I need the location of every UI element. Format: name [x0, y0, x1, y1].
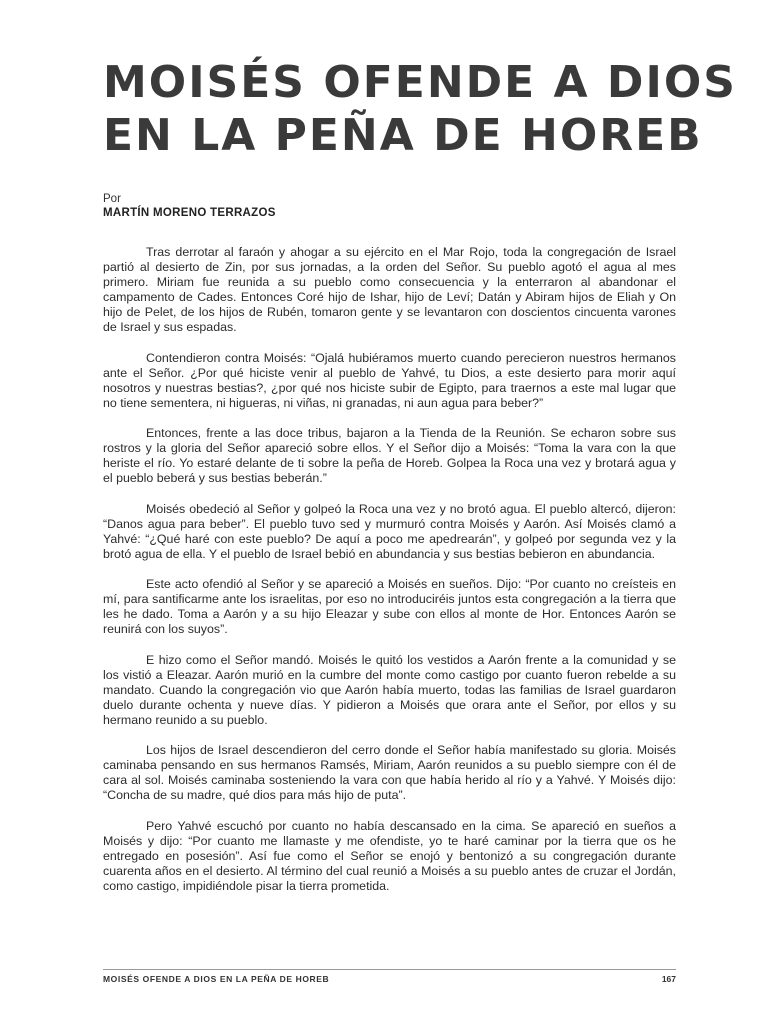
article-title-line-2: EN LA PEÑA DE HOREB — [103, 110, 703, 161]
byline — [103, 192, 276, 220]
page-number: 167 — [661, 974, 676, 984]
paragraph-1: Tras derrotar al faraón y ahogar a su ejército en el Mar Rojo, toda la congregación de Israel partió al desierto de Zin, por sus jornadas, a la orden del Señor. Su pueblo agotó el agua al mes primero. Miriam fue reunida a su pueblo como consecuencia y la enterraron al abandonar el campamento de Cades. Entonces Coré hijo de Ishar, hijo de Leví; Datán y Abiram hijos de Eliah y On hijo de Pelet, de los hijos de Rubén, tomaron gente y se levantaron con doscientos cincuenta varones de Israel y sus espadas. — [103, 245, 676, 334]
paragraph-7: Los hijos de Israel descendieron del cerro donde el Señor había manifestado su gloria. Moisés caminaba pensando en sus hermanos Ramsés, Miriam, Aarón reunidos a su pueblo siempre con él de cara al sol. Moisés caminaba sosteniendo la vara con que había herido al río y a Yahvé. Y Moisés dijo: “Concha de su madre, qué dios para más hijo de puta”. — [103, 743, 676, 802]
paragraph-4: Moisés obedeció al Señor y golpeó la Roca una vez y no brotó agua. El pueblo altercó, dijeron: “Danos agua para beber”. El pueblo tuvo sed y murmuró contra Moisés y Aarón. Así Moisés clamó a Yahvé: “¿Qué haré con este pueblo? De aquí a poco me apedrearán”, y golpeó por segunda vez y la brotó agua de ella. Y el pueblo de Israel bebió en abundancia y sus bestias bebieron en abundancia. — [103, 501, 676, 561]
author-name: MARTÍN MORENO TERRAZOS — [103, 207, 276, 219]
paragraph-8: Pero Yahvé escuchó por cuanto no había descansado en la cima. Se apareció en sueños a Moisés y dijo: “Por cuanto me llamaste y me ofendiste, yo te haré caminar por la tierra que os he entregado en posesión”. Así fue como el Señor se enojó y bentonizó a su congregación durante cuarenta años en el desierto. Al término del cual reunió a Moisés a su pueblo antes de cruzar el Jordán, como castigo, impidiéndole pisar la tierra prometida. — [103, 818, 676, 893]
paragraph-3: Entonces, frente a las doce tribus, bajaron a la Tienda de la Reunión. Se echaron sobre sus rostros y la gloria del Señor apareció sobre ellos. Y el Señor dijo a Moisés: “Toma la vara con la que heriste el río. Yo estaré delante de ti sobre la peña de Horeb. Golpea la Roca una vez y brotará agua y el pueblo beberá y sus bestias beberán.” — [103, 426, 676, 485]
running-head: MOISÉS OFENDE A DIOS EN LA PEÑA DE HOREB — [103, 974, 330, 984]
page-footer — [103, 969, 676, 985]
paragraph-5: Este acto ofendió al Señor y se apareció a Moisés en sueños. Dijo: “Por cuanto no creísteis en mí, para santificarme ante los israelitas, por eso no introduciréis juntos esta congregación a la tierra que les he dado. Toma a Aarón y a su hijo Eleazar y sube con ellos al monte de Hor. Entonces Aarón se reunirá con los suyos”. — [103, 577, 676, 636]
page — [103, 0, 737, 1024]
paragraph-2: Contendieron contra Moisés: “Ojalá hubiéramos muerto cuando perecieron nuestros hermanos ante el Señor. ¿Por qué hiciste venir al pueblo de Yahvé, tu Dios, a este desierto para morir aquí nosotros y nuestras bestias?, ¿por qué nos hiciste subir de Egipto, para traernos a este mal lugar que no tiene sementera, ni higueras, ni viñas, ni granadas, ni aun agua para beber?” — [103, 350, 676, 410]
paragraph-6: E hizo como el Señor mandó. Moisés le quitó los vestidos a Aarón frente a la comunidad y se los vistió a Eleazar. Aarón murió en la cumbre del monte como castigo por cuanto fueron rebelde a su mandato. Cuando la congregación vio que Aarón había muerto, todas las familias de Israel guardaron duelo durante ochenta y nueve días. Y pidieron a Moisés que orara ante el Señor, por ellos y su hermano reunido a su pueblo. — [103, 652, 676, 727]
article-title-line-1: MOISÉS OFENDE A DIOS — [103, 57, 737, 108]
byline-prefix: Por — [103, 193, 121, 205]
article-title — [103, 56, 737, 162]
article-body — [103, 245, 676, 909]
